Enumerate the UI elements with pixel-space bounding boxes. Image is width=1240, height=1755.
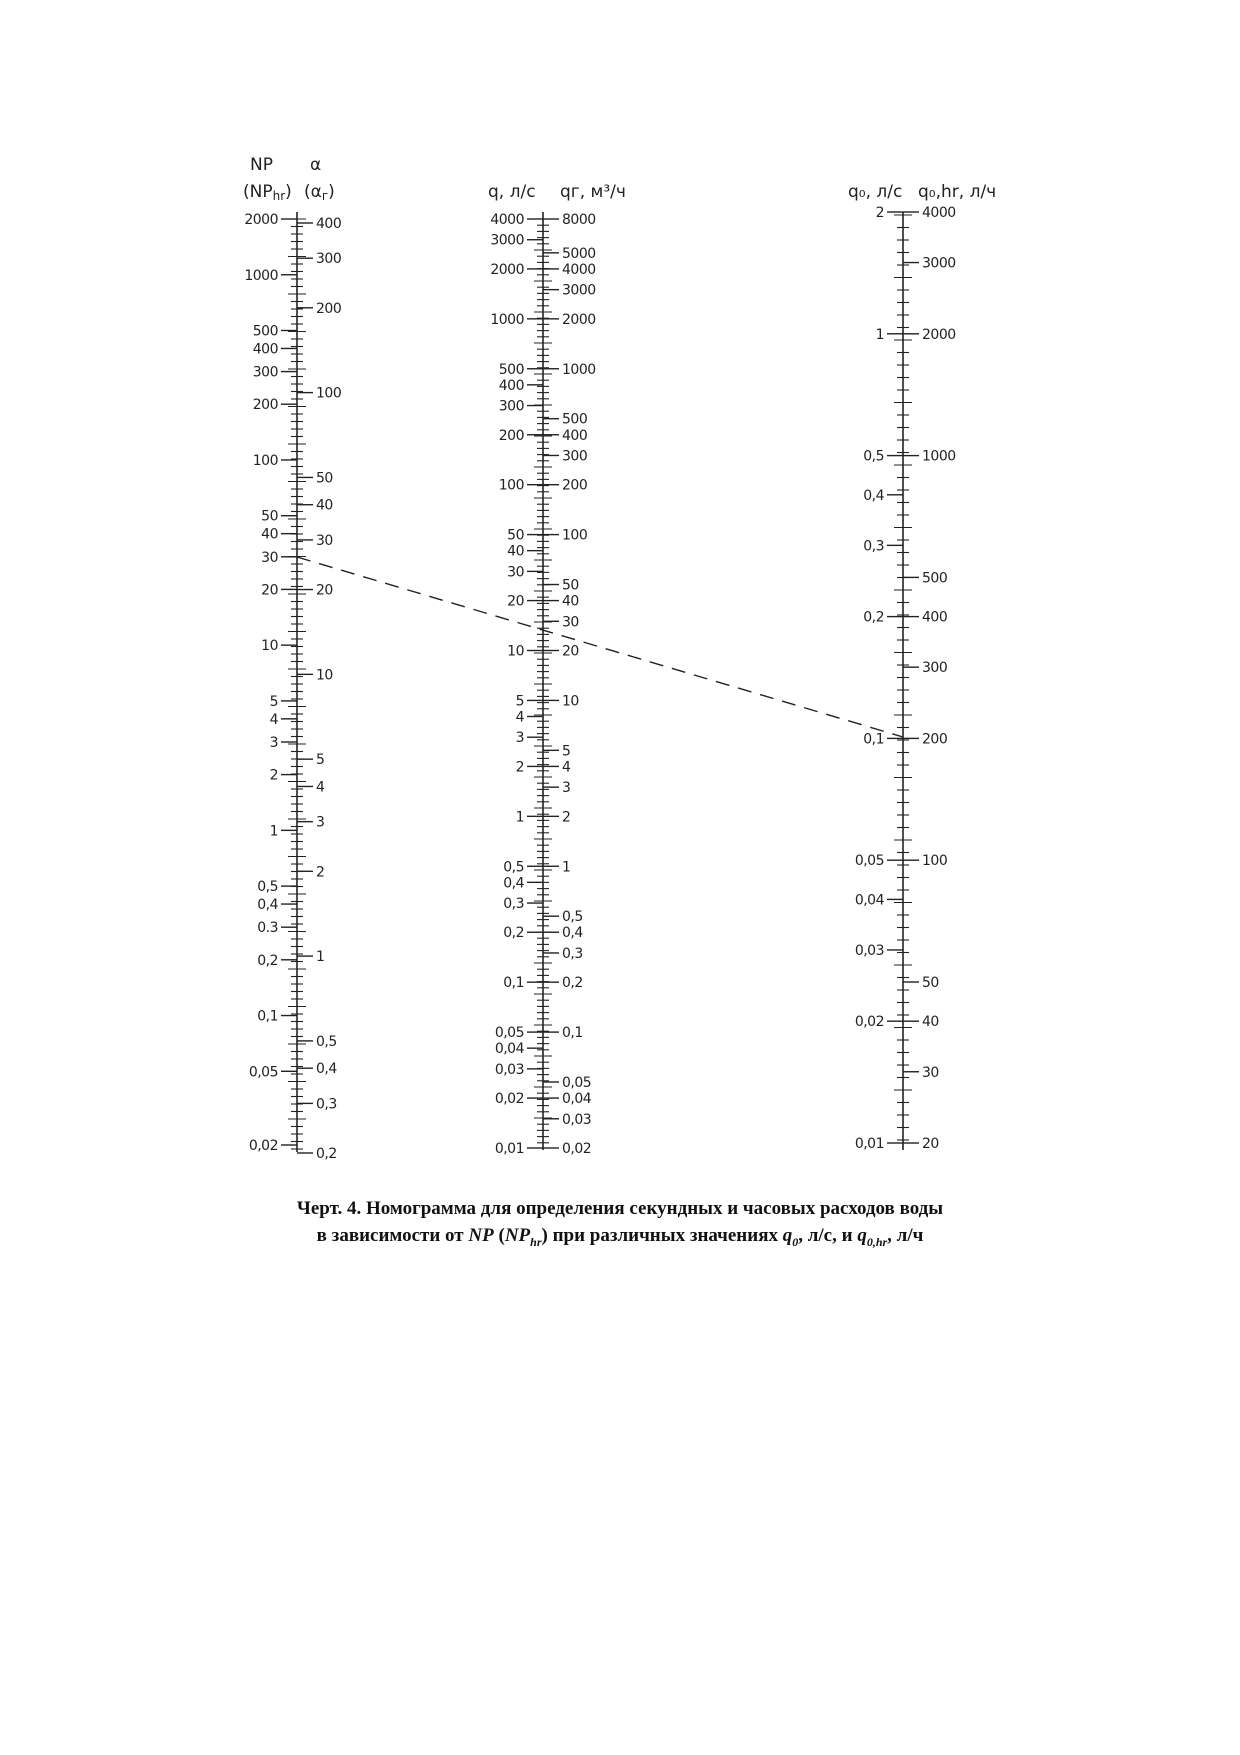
- q-tick-label: 4000: [490, 212, 524, 228]
- np-tick-label: 200: [252, 397, 278, 414]
- q-tick-label: 0,05: [494, 1025, 524, 1042]
- alpha-tick-label: 1: [316, 949, 325, 966]
- q-header: q, л/с: [488, 182, 536, 202]
- alpha-tick-label: 0,4: [316, 1061, 337, 1078]
- q-tick-label: 3000: [490, 232, 524, 249]
- np-tick-label: 0,4: [257, 897, 278, 914]
- q0hr-tick-label: 300: [922, 660, 948, 677]
- q0-tick-label: 1: [875, 326, 884, 343]
- qr-tick-label: 0,05: [562, 1075, 592, 1092]
- alpha-tick-label: 5: [316, 752, 325, 769]
- qr-tick-label: 5000: [562, 245, 596, 262]
- q-tick-label: 0,03: [494, 1061, 524, 1078]
- q-tick-label: 5: [515, 693, 524, 710]
- np-tick-label: 0,2: [257, 952, 278, 969]
- qr-tick-label: 30: [562, 614, 579, 631]
- np-tick-label: 300: [252, 364, 278, 381]
- np-tick-label: 400: [252, 341, 278, 358]
- q-tick-label: 300: [498, 398, 524, 415]
- qr-tick-label: 400: [562, 427, 588, 444]
- q0hr-tick-label: 20: [922, 1136, 939, 1152]
- alpha-tick-label: 100: [316, 385, 342, 402]
- q0-tick-label: 0,3: [863, 538, 884, 555]
- q0hr-tick-label: 2000: [922, 326, 956, 343]
- np-tick-label: 0,02: [248, 1138, 278, 1154]
- qr-tick-label: 2000: [562, 311, 596, 328]
- q-tick-label: 4: [515, 709, 524, 726]
- qr-tick-label: 4: [562, 759, 571, 776]
- qr-tick-label: 0,03: [562, 1111, 592, 1128]
- q0hr-tick-label: 50: [922, 974, 939, 991]
- q-tick-label: 30: [507, 564, 524, 581]
- alpha-tick-label: 4: [316, 779, 325, 796]
- np-tick-label: 2000: [244, 212, 278, 228]
- q0-tick-label: 0,03: [854, 942, 884, 959]
- alpha-r-header: (αг): [304, 182, 335, 203]
- qr-tick-label: 10: [562, 693, 579, 710]
- qr-tick-label: 0,5: [562, 909, 583, 926]
- caption-line-2: в зависимости от NP $(NP_{hr})$ при различных значениях $q_0$, л/с, и $q_{0,hr}$, л/ч: [316, 1225, 924, 1249]
- np-header: NP: [250, 155, 273, 175]
- q0-tick-label: 0,4: [863, 487, 884, 504]
- q-tick-label: 0,01: [494, 1141, 524, 1157]
- np-tick-label: 0,05: [248, 1064, 278, 1081]
- q-tick-label: 50: [507, 527, 524, 544]
- alpha-tick-label: 400: [316, 216, 342, 232]
- qr-tick-label: 0,04: [562, 1091, 592, 1108]
- qr-tick-label: 200: [562, 477, 588, 494]
- q0-tick-label: 0,01: [854, 1136, 884, 1152]
- q-tick-label: 0,1: [503, 975, 524, 992]
- qr-tick-label: 3: [562, 780, 571, 797]
- qr-tick-label: 5: [562, 743, 571, 760]
- q0hr-tick-label: 4000: [922, 205, 956, 221]
- np-tick-label: 1000: [244, 267, 278, 284]
- qr-tick-label: 0,3: [562, 945, 583, 962]
- q0hr-header: q₀,hr, л/ч: [918, 182, 997, 202]
- alpha-tick-label: 300: [316, 251, 342, 268]
- qr-tick-label: 40: [562, 593, 579, 610]
- q-tick-label: 1: [515, 809, 524, 826]
- q0-tick-label: 2: [875, 205, 884, 221]
- alpha-tick-label: 2: [316, 864, 325, 881]
- np-tick-label: 2: [269, 767, 278, 784]
- qr-tick-label: 0,4: [562, 925, 583, 942]
- qr-tick-label: 50: [562, 577, 579, 594]
- np-tick-label: 10: [261, 638, 278, 655]
- q-tick-label: 0,02: [494, 1091, 524, 1108]
- alpha-tick-label: 3: [316, 814, 325, 831]
- np-tick-label: 20: [261, 582, 278, 599]
- q-tick-label: 2000: [490, 261, 524, 278]
- qr-tick-label: 500: [562, 411, 588, 428]
- alpha-tick-label: 0,2: [316, 1146, 337, 1162]
- q-tick-label: 500: [498, 361, 524, 378]
- qr-tick-label: 20: [562, 643, 579, 660]
- np-tick-label: 50: [261, 508, 278, 525]
- qr-tick-label: 0,02: [562, 1141, 592, 1157]
- qr-header: qг, м³/ч: [560, 182, 626, 202]
- q0hr-tick-label: 100: [922, 853, 948, 870]
- q0hr-tick-label: 200: [922, 731, 948, 748]
- qr-tick-label: 0,1: [562, 1025, 583, 1042]
- np-tick-label: 3: [269, 734, 278, 751]
- qr-tick-label: 2: [562, 809, 571, 826]
- np-tick-label: 0.3: [257, 920, 278, 937]
- alpha-tick-label: 0,5: [316, 1033, 337, 1050]
- caption-line-1: Черт. 4. Номограмма для определения секундных и часовых расходов воды: [296, 1198, 944, 1219]
- q-tick-label: 100: [498, 477, 524, 494]
- alpha-header: α: [310, 155, 322, 175]
- q0-tick-label: 0,5: [863, 448, 884, 465]
- q0hr-tick-label: 400: [922, 609, 948, 626]
- qr-tick-label: 4000: [562, 261, 596, 278]
- q0hr-tick-label: 3000: [922, 255, 956, 272]
- qr-tick-label: 1000: [562, 361, 596, 378]
- q0-tick-label: 0,05: [854, 853, 884, 870]
- qr-tick-label: 100: [562, 527, 588, 544]
- q-tick-label: 20: [507, 593, 524, 610]
- q-tick-label: 0,4: [503, 875, 524, 892]
- q0hr-tick-label: 500: [922, 570, 948, 587]
- np-tick-label: 0,5: [257, 879, 278, 896]
- q0-tick-label: 0,04: [854, 892, 884, 909]
- alpha-tick-label: 20: [316, 582, 333, 599]
- q-tick-label: 200: [498, 427, 524, 444]
- np-tick-label: 0,1: [257, 1008, 278, 1025]
- q0-tick-label: 0,02: [854, 1014, 884, 1031]
- alpha-tick-label: 50: [316, 470, 333, 487]
- alpha-tick-label: 40: [316, 497, 333, 514]
- q-tick-label: 0,04: [494, 1041, 524, 1058]
- np-tick-label: 5: [269, 693, 278, 710]
- q0-tick-label: 0,2: [863, 609, 884, 626]
- q-tick-label: 2: [515, 759, 524, 776]
- q-tick-label: 400: [498, 377, 524, 394]
- q0-tick-label: 0,1: [863, 731, 884, 748]
- qr-tick-label: 3000: [562, 282, 596, 299]
- alpha-tick-label: 200: [316, 300, 342, 317]
- qr-tick-label: 0,2: [562, 975, 583, 992]
- alpha-tick-label: 30: [316, 532, 333, 549]
- np-tick-label: 4: [269, 711, 278, 728]
- q-tick-label: 3: [515, 730, 524, 747]
- figure-caption: [0, 1195, 1240, 1256]
- q0hr-tick-label: 40: [922, 1014, 939, 1031]
- q0hr-tick-label: 1000: [922, 448, 956, 465]
- np-tick-label: 40: [261, 526, 278, 543]
- np-tick-label: 30: [261, 549, 278, 566]
- np-hr-header: (NPhr): [243, 182, 292, 203]
- q-tick-label: 0,2: [503, 925, 524, 942]
- q-tick-label: 1000: [490, 311, 524, 328]
- example-dashed-line: [297, 557, 903, 737]
- np-tick-label: 100: [252, 452, 278, 469]
- qr-tick-label: 300: [562, 448, 588, 465]
- q0-header: q₀, л/с: [848, 182, 903, 202]
- q-tick-label: 0,5: [503, 859, 524, 876]
- q-tick-label: 10: [507, 643, 524, 660]
- alpha-tick-label: 0,3: [316, 1096, 337, 1113]
- q-tick-label: 0,3: [503, 896, 524, 913]
- qr-tick-label: 1: [562, 859, 571, 876]
- q-tick-label: 40: [507, 543, 524, 560]
- np-tick-label: 500: [252, 323, 278, 340]
- alpha-tick-label: 10: [316, 667, 333, 684]
- qr-tick-label: 8000: [562, 212, 596, 228]
- q0hr-tick-label: 30: [922, 1064, 939, 1081]
- np-tick-label: 1: [269, 823, 278, 840]
- scale-labels: [244, 205, 955, 1162]
